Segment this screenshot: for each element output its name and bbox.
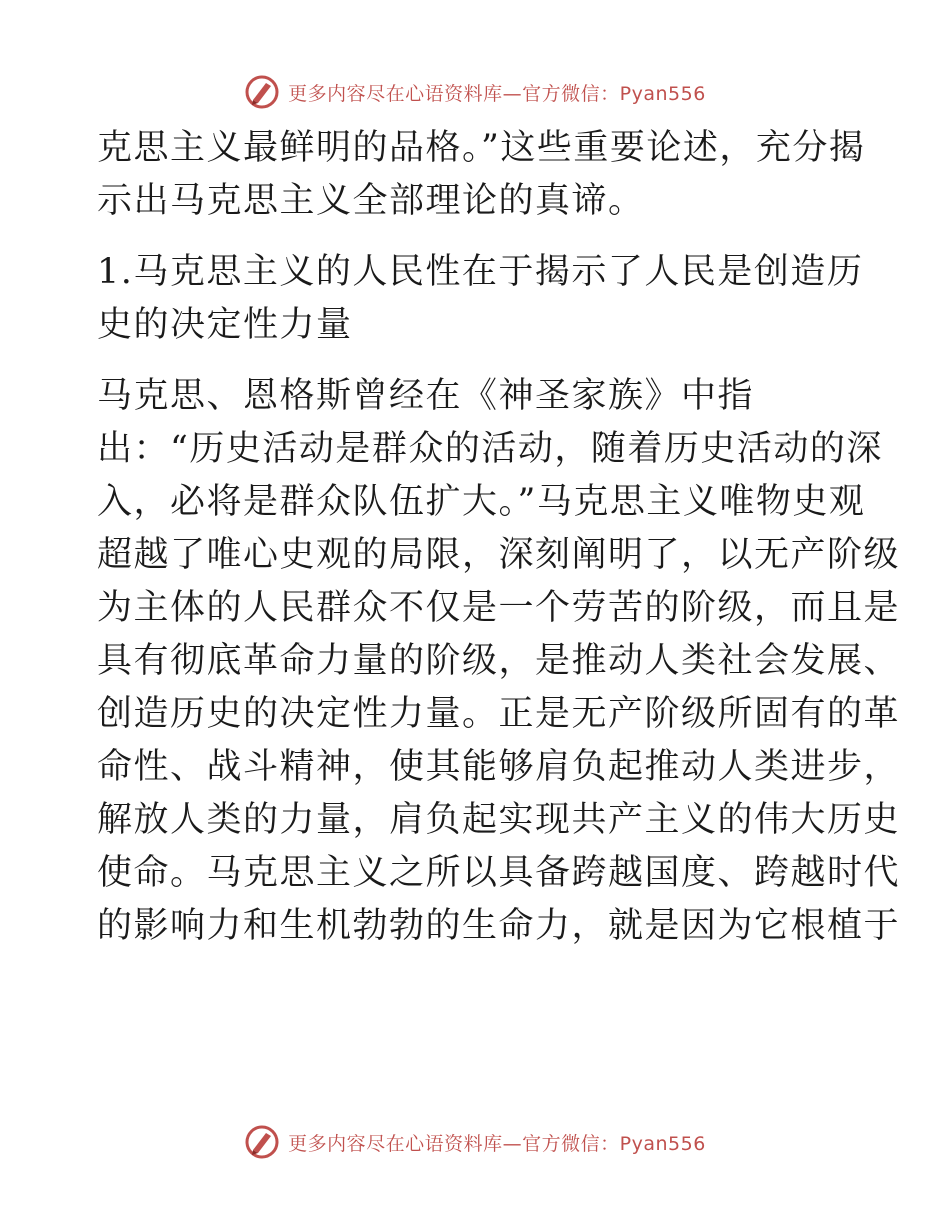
text-line: 超越了唯心史观的局限，深刻阐明了，以无产阶级 [97,535,901,575]
text-line: 的影响力和生机勃勃的生命力，就是因为它根植于 [97,906,901,946]
text-line: 解放人类的力量，肩负起实现共产主义的伟大历史 [97,800,901,840]
header-banner-text: 更多内容尽在心语资料库—官方微信：Pyan556 [288,82,706,105]
text-line: 克思主义最鲜明的品格。”这些重要论述，充分揭 [97,128,866,168]
text-line: 具有彻底革命力量的阶级，是推动人类社会发展、 [97,641,901,681]
document-body [97,122,901,953]
heading-line: 史的决定性力量 [97,305,353,345]
text-line: 出：“历史活动是群众的活动，随着历史活动的深 [97,429,883,469]
text-line: 示出马克思主义全部理论的真谛。 [97,181,645,221]
page-header-banner [0,72,950,112]
text-line: 使命。马克思主义之所以具备跨越国度、跨越时代 [97,853,901,893]
pen-seal-logo-icon [244,74,280,110]
pen-seal-logo-icon [244,1124,280,1160]
paragraph-body [97,370,901,953]
text-line: 马克思、恩格斯曾经在《神圣家族》中指 [97,376,755,416]
text-line: 创造历史的决定性力量。正是无产阶级所固有的革 [97,694,901,734]
page-footer-banner [0,1122,950,1162]
heading-line: 1.马克思主义的人民性在于揭示了人民是创造历 [97,252,864,292]
text-line: 命性、战斗精神，使其能够肩负起推动人类进步， [97,747,901,787]
footer-banner-text: 更多内容尽在心语资料库—官方微信：Pyan556 [288,1132,706,1155]
text-line: 入，必将是群众队伍扩大。”马克思主义唯物史观 [97,482,866,522]
text-line: 为主体的人民群众不仅是一个劳苦的阶级，而且是 [97,588,901,628]
paragraph-continuation [97,122,866,228]
section-heading [97,246,864,352]
